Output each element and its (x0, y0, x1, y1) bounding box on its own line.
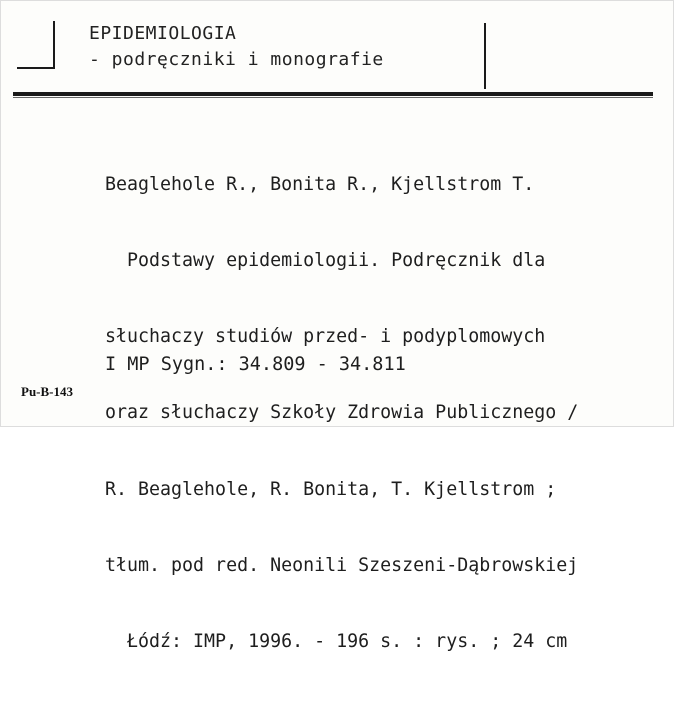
entry-line: Beaglehole R., Bonita R., Kjellstrom T. (105, 173, 535, 195)
subject-subtitle: - podręczniki i monografie (89, 49, 384, 70)
entry-line: tłum. pod red. Neonili Szeszeni-Dąbrowskiej (105, 554, 579, 576)
call-number: I MP Sygn.: 34.809 - 34.811 (105, 354, 406, 375)
shelfmark-stamp: Pu-B-143 (21, 384, 73, 399)
subject-heading (89, 21, 384, 73)
bibliographic-entry (105, 121, 674, 705)
header-horizontal-rule-thin (13, 97, 653, 98)
header-horizontal-rule (13, 92, 653, 96)
header-vertical-rule-left (53, 21, 55, 67)
subject-title: EPIDEMIOLOGIA (89, 23, 237, 44)
entry-line: R. Beaglehole, R. Bonita, T. Kjellstrom ; (105, 478, 557, 500)
header-vertical-rule-right (484, 23, 486, 89)
entry-line: Podstawy epidemiologii. Podręcznik dla (105, 250, 546, 272)
header-corner-rule (17, 67, 55, 69)
entry-line: oraz słuchaczy Szkoły Zdrowia Publicznego / (105, 402, 579, 424)
entry-line: słuchaczy studiów przed- i podyplomowych (105, 326, 546, 348)
entry-line: Łódź: IMP, 1996. - 196 s. : rys. ; 24 cm (105, 631, 568, 653)
